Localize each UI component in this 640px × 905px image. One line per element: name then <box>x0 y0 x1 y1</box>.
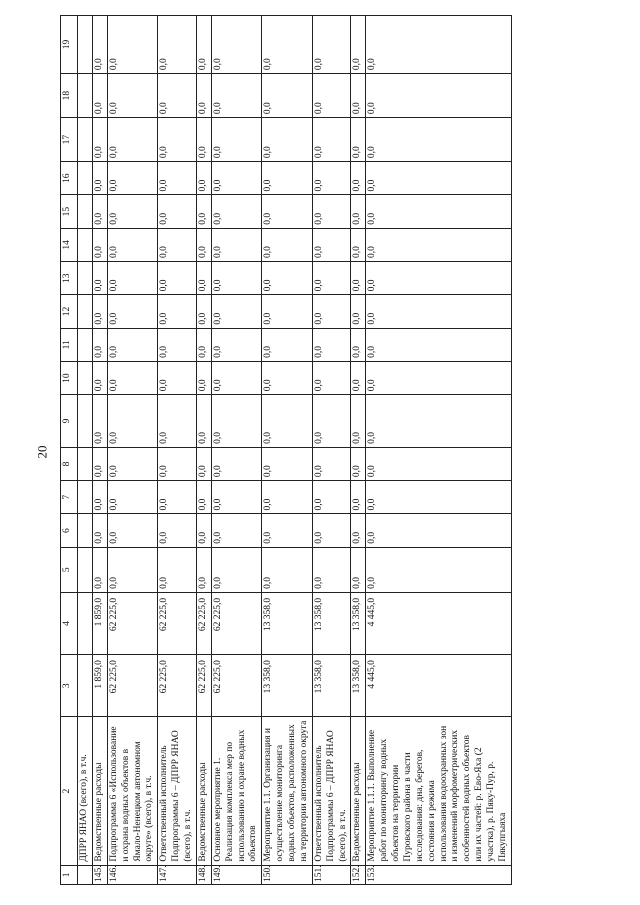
row-number: 145. <box>92 865 107 884</box>
cell-col4 <box>78 592 93 654</box>
cell-col4: 62 225,0 <box>158 592 197 654</box>
cell-col17: 0,0 <box>158 118 197 162</box>
cell-col9: 0,0 <box>312 395 351 448</box>
cell-col13: 0,0 <box>196 262 211 295</box>
cell-col11 <box>78 328 93 361</box>
cell-col16: 0,0 <box>351 162 366 195</box>
cell-col15 <box>78 195 93 228</box>
row-number: 147. <box>158 865 197 884</box>
table-row <box>351 16 366 885</box>
cell-col19: 0,0 <box>351 16 366 74</box>
cell-col5: 0,0 <box>366 547 512 592</box>
cell-col6: 0,0 <box>211 514 262 547</box>
cell-col14: 0,0 <box>366 228 512 261</box>
cell-col5: 0,0 <box>351 547 366 592</box>
cell-col5: 0,0 <box>107 547 158 592</box>
column-header: 17 <box>61 118 78 162</box>
column-header: 1 <box>61 865 78 884</box>
column-header: 3 <box>61 655 78 717</box>
cell-col3: 4 445,0 <box>366 655 512 717</box>
column-header: 6 <box>61 514 78 547</box>
cell-col8: 0,0 <box>312 447 351 480</box>
cell-col5: 0,0 <box>211 547 262 592</box>
cell-col9: 0,0 <box>262 395 313 448</box>
cell-col7: 0,0 <box>262 481 313 514</box>
column-header: 15 <box>61 195 78 228</box>
cell-col8: 0,0 <box>262 447 313 480</box>
cell-col10: 0,0 <box>211 361 262 394</box>
cell-col6: 0,0 <box>107 514 158 547</box>
cell-col3: 13 358,0 <box>312 655 351 717</box>
cell-col3: 62 225,0 <box>211 655 262 717</box>
cell-col9: 0,0 <box>92 395 107 448</box>
column-header: 9 <box>61 395 78 448</box>
cell-col16: 0,0 <box>196 162 211 195</box>
column-header: 18 <box>61 74 78 118</box>
cell-col19: 0,0 <box>158 16 197 74</box>
cell-col19: 0,0 <box>92 16 107 74</box>
column-header: 2 <box>61 717 78 865</box>
cell-col11: 0,0 <box>366 328 512 361</box>
cell-col13: 0,0 <box>158 262 197 295</box>
row-name: Мероприятие 1.1.1. Выполнение работ по мониторингу водных объектов на территории Пуровского района в части исследования: дна, берегов, состояния и режима использования водоохранных зон и изменений морфометрических особенностей водных объектов или их частей: р. Ево-Яха (2 участка), р. Пяку-Пур, р. Пякупгыяха <box>366 717 512 865</box>
cell-col8: 0,0 <box>366 447 512 480</box>
cell-col18: 0,0 <box>262 74 313 118</box>
row-name: Ответственный исполнитель Подпрограммы 6 – ДПРР ЯНАО (всего), в т.ч. <box>158 717 197 865</box>
cell-col11: 0,0 <box>196 328 211 361</box>
table-row <box>92 16 107 885</box>
cell-col18: 0,0 <box>107 74 158 118</box>
cell-col12: 0,0 <box>211 295 262 328</box>
row-number: 148. <box>196 865 211 884</box>
cell-col15: 0,0 <box>312 195 351 228</box>
table-row <box>211 16 262 885</box>
cell-col6: 0,0 <box>351 514 366 547</box>
cell-col17: 0,0 <box>366 118 512 162</box>
table-row <box>196 16 211 885</box>
cell-col8: 0,0 <box>211 447 262 480</box>
cell-col7: 0,0 <box>351 481 366 514</box>
cell-col4: 13 358,0 <box>312 592 351 654</box>
cell-col3 <box>78 655 93 717</box>
cell-col18: 0,0 <box>92 74 107 118</box>
cell-col7 <box>78 481 93 514</box>
row-number: 153. <box>366 865 512 884</box>
column-header: 10 <box>61 361 78 394</box>
cell-col6 <box>78 514 93 547</box>
cell-col19: 0,0 <box>196 16 211 74</box>
cell-col10 <box>78 361 93 394</box>
cell-col3: 62 225,0 <box>107 655 158 717</box>
cell-col5 <box>78 547 93 592</box>
cell-col11: 0,0 <box>92 328 107 361</box>
row-number: 146. <box>107 865 158 884</box>
cell-col15: 0,0 <box>196 195 211 228</box>
cell-col18: 0,0 <box>312 74 351 118</box>
cell-col10: 0,0 <box>92 361 107 394</box>
cell-col9: 0,0 <box>158 395 197 448</box>
cell-col9: 0,0 <box>351 395 366 448</box>
cell-col15: 0,0 <box>262 195 313 228</box>
cell-col18: 0,0 <box>196 74 211 118</box>
cell-col14: 0,0 <box>351 228 366 261</box>
cell-col14: 0,0 <box>312 228 351 261</box>
cell-col13: 0,0 <box>92 262 107 295</box>
column-header: 11 <box>61 328 78 361</box>
cell-col11: 0,0 <box>158 328 197 361</box>
cell-col9: 0,0 <box>211 395 262 448</box>
cell-col17 <box>78 118 93 162</box>
cell-col4: 13 358,0 <box>351 592 366 654</box>
cell-col10: 0,0 <box>196 361 211 394</box>
cell-col12: 0,0 <box>366 295 512 328</box>
cell-col14: 0,0 <box>107 228 158 261</box>
cell-col7: 0,0 <box>196 481 211 514</box>
cell-col4: 1 859,0 <box>92 592 107 654</box>
cell-col17: 0,0 <box>92 118 107 162</box>
cell-col4: 13 358,0 <box>262 592 313 654</box>
cell-col3: 13 358,0 <box>262 655 313 717</box>
table-row <box>262 16 313 885</box>
cell-col12: 0,0 <box>158 295 197 328</box>
cell-col13: 0,0 <box>366 262 512 295</box>
column-header: 19 <box>61 16 78 74</box>
budget-table <box>60 15 512 885</box>
cell-col16: 0,0 <box>92 162 107 195</box>
cell-col3: 1 859,0 <box>92 655 107 717</box>
column-header: 12 <box>61 295 78 328</box>
row-name: Подпрограмма 6 «Использование и охрана водных объектов в Ямало-Ненецком автономном округе» (всего), в т.ч. <box>107 717 158 865</box>
cell-col13: 0,0 <box>312 262 351 295</box>
cell-col14 <box>78 228 93 261</box>
table-row <box>312 16 351 885</box>
cell-col8: 0,0 <box>351 447 366 480</box>
row-name: ДПРР ЯНАО (всего), в т.ч. <box>78 717 93 865</box>
cell-col5: 0,0 <box>92 547 107 592</box>
cell-col14: 0,0 <box>196 228 211 261</box>
column-header: 16 <box>61 162 78 195</box>
cell-col6: 0,0 <box>92 514 107 547</box>
row-name: Мероприятие 1.1. Организация и осуществление мониторинга водных объектов, расположенных на территории автономного округа <box>262 717 313 865</box>
row-name: Основное мероприятие 1. Реализация комплекса мер по использованию и охране водных объектов <box>211 717 262 865</box>
cell-col10: 0,0 <box>312 361 351 394</box>
cell-col6: 0,0 <box>312 514 351 547</box>
cell-col12: 0,0 <box>107 295 158 328</box>
rotated-page <box>60 15 605 885</box>
cell-col14: 0,0 <box>92 228 107 261</box>
cell-col17: 0,0 <box>262 118 313 162</box>
cell-col15: 0,0 <box>158 195 197 228</box>
cell-col3: 62 225,0 <box>158 655 197 717</box>
cell-col9: 0,0 <box>366 395 512 448</box>
cell-col19: 0,0 <box>312 16 351 74</box>
cell-col13 <box>78 262 93 295</box>
cell-col7: 0,0 <box>312 481 351 514</box>
cell-col7: 0,0 <box>92 481 107 514</box>
table-body <box>78 16 512 885</box>
cell-col11: 0,0 <box>107 328 158 361</box>
cell-col10: 0,0 <box>262 361 313 394</box>
table-row <box>366 16 512 885</box>
cell-col15: 0,0 <box>211 195 262 228</box>
row-number: 150. <box>262 865 313 884</box>
cell-col16: 0,0 <box>366 162 512 195</box>
column-header: 4 <box>61 592 78 654</box>
cell-col15: 0,0 <box>366 195 512 228</box>
cell-col12: 0,0 <box>196 295 211 328</box>
column-header: 14 <box>61 228 78 261</box>
cell-col4: 62 225,0 <box>107 592 158 654</box>
cell-col6: 0,0 <box>262 514 313 547</box>
cell-col3: 62 225,0 <box>196 655 211 717</box>
cell-col19: 0,0 <box>262 16 313 74</box>
cell-col19: 0,0 <box>211 16 262 74</box>
row-number: 152. <box>351 865 366 884</box>
row-name: Ведомственные расходы <box>196 717 211 865</box>
row-number: 151. <box>312 865 351 884</box>
cell-col5: 0,0 <box>312 547 351 592</box>
cell-col15: 0,0 <box>92 195 107 228</box>
cell-col10: 0,0 <box>107 361 158 394</box>
header-row <box>61 16 78 885</box>
cell-col5: 0,0 <box>196 547 211 592</box>
cell-col18: 0,0 <box>351 74 366 118</box>
cell-col6: 0,0 <box>196 514 211 547</box>
cell-col4: 62 225,0 <box>196 592 211 654</box>
cell-col8: 0,0 <box>107 447 158 480</box>
cell-col16: 0,0 <box>107 162 158 195</box>
cell-col15: 0,0 <box>351 195 366 228</box>
cell-col12: 0,0 <box>312 295 351 328</box>
cell-col16: 0,0 <box>211 162 262 195</box>
cell-col13: 0,0 <box>107 262 158 295</box>
cell-col9: 0,0 <box>107 395 158 448</box>
cell-col16: 0,0 <box>158 162 197 195</box>
cell-col9: 0,0 <box>196 395 211 448</box>
cell-col16: 0,0 <box>312 162 351 195</box>
cell-col18: 0,0 <box>366 74 512 118</box>
cell-col17: 0,0 <box>196 118 211 162</box>
cell-col9 <box>78 395 93 448</box>
cell-col8: 0,0 <box>196 447 211 480</box>
row-name: Ответственный исполнитель Подпрограммы 6 – ДПРР ЯНАО (всего), в т.ч. <box>312 717 351 865</box>
cell-col14: 0,0 <box>158 228 197 261</box>
row-number: 149. <box>211 865 262 884</box>
cell-col16 <box>78 162 93 195</box>
column-header: 13 <box>61 262 78 295</box>
cell-col11: 0,0 <box>312 328 351 361</box>
cell-col3: 13 358,0 <box>351 655 366 717</box>
column-header: 5 <box>61 547 78 592</box>
cell-col7: 0,0 <box>107 481 158 514</box>
cell-col7: 0,0 <box>366 481 512 514</box>
cell-col16: 0,0 <box>262 162 313 195</box>
cell-col6: 0,0 <box>158 514 197 547</box>
cell-col12 <box>78 295 93 328</box>
cell-col15: 0,0 <box>107 195 158 228</box>
cell-col17: 0,0 <box>107 118 158 162</box>
cell-col18: 0,0 <box>211 74 262 118</box>
table-row <box>107 16 158 885</box>
cell-col17: 0,0 <box>351 118 366 162</box>
cell-col5: 0,0 <box>262 547 313 592</box>
cell-col17: 0,0 <box>211 118 262 162</box>
cell-col4: 4 445,0 <box>366 592 512 654</box>
table-row <box>78 16 93 885</box>
page-number: 20 <box>34 445 50 459</box>
cell-col13: 0,0 <box>351 262 366 295</box>
row-number <box>78 865 93 884</box>
cell-col13: 0,0 <box>262 262 313 295</box>
cell-col8: 0,0 <box>92 447 107 480</box>
cell-col17: 0,0 <box>312 118 351 162</box>
cell-col8 <box>78 447 93 480</box>
cell-col4: 62 225,0 <box>211 592 262 654</box>
cell-col19 <box>78 16 93 74</box>
cell-col18 <box>78 74 93 118</box>
cell-col10: 0,0 <box>351 361 366 394</box>
cell-col11: 0,0 <box>262 328 313 361</box>
cell-col12: 0,0 <box>262 295 313 328</box>
cell-col14: 0,0 <box>211 228 262 261</box>
cell-col19: 0,0 <box>366 16 512 74</box>
table-row <box>158 16 197 885</box>
row-name: Ведомственные расходы <box>351 717 366 865</box>
cell-col13: 0,0 <box>211 262 262 295</box>
column-header: 8 <box>61 447 78 480</box>
cell-col10: 0,0 <box>366 361 512 394</box>
cell-col18: 0,0 <box>158 74 197 118</box>
row-name: Ведомственные расходы <box>92 717 107 865</box>
cell-col14: 0,0 <box>262 228 313 261</box>
cell-col5: 0,0 <box>158 547 197 592</box>
cell-col7: 0,0 <box>158 481 197 514</box>
cell-col19: 0,0 <box>107 16 158 74</box>
column-header: 7 <box>61 481 78 514</box>
cell-col12: 0,0 <box>92 295 107 328</box>
cell-col6: 0,0 <box>366 514 512 547</box>
cell-col8: 0,0 <box>158 447 197 480</box>
cell-col7: 0,0 <box>211 481 262 514</box>
cell-col10: 0,0 <box>158 361 197 394</box>
cell-col11: 0,0 <box>351 328 366 361</box>
cell-col12: 0,0 <box>351 295 366 328</box>
cell-col11: 0,0 <box>211 328 262 361</box>
